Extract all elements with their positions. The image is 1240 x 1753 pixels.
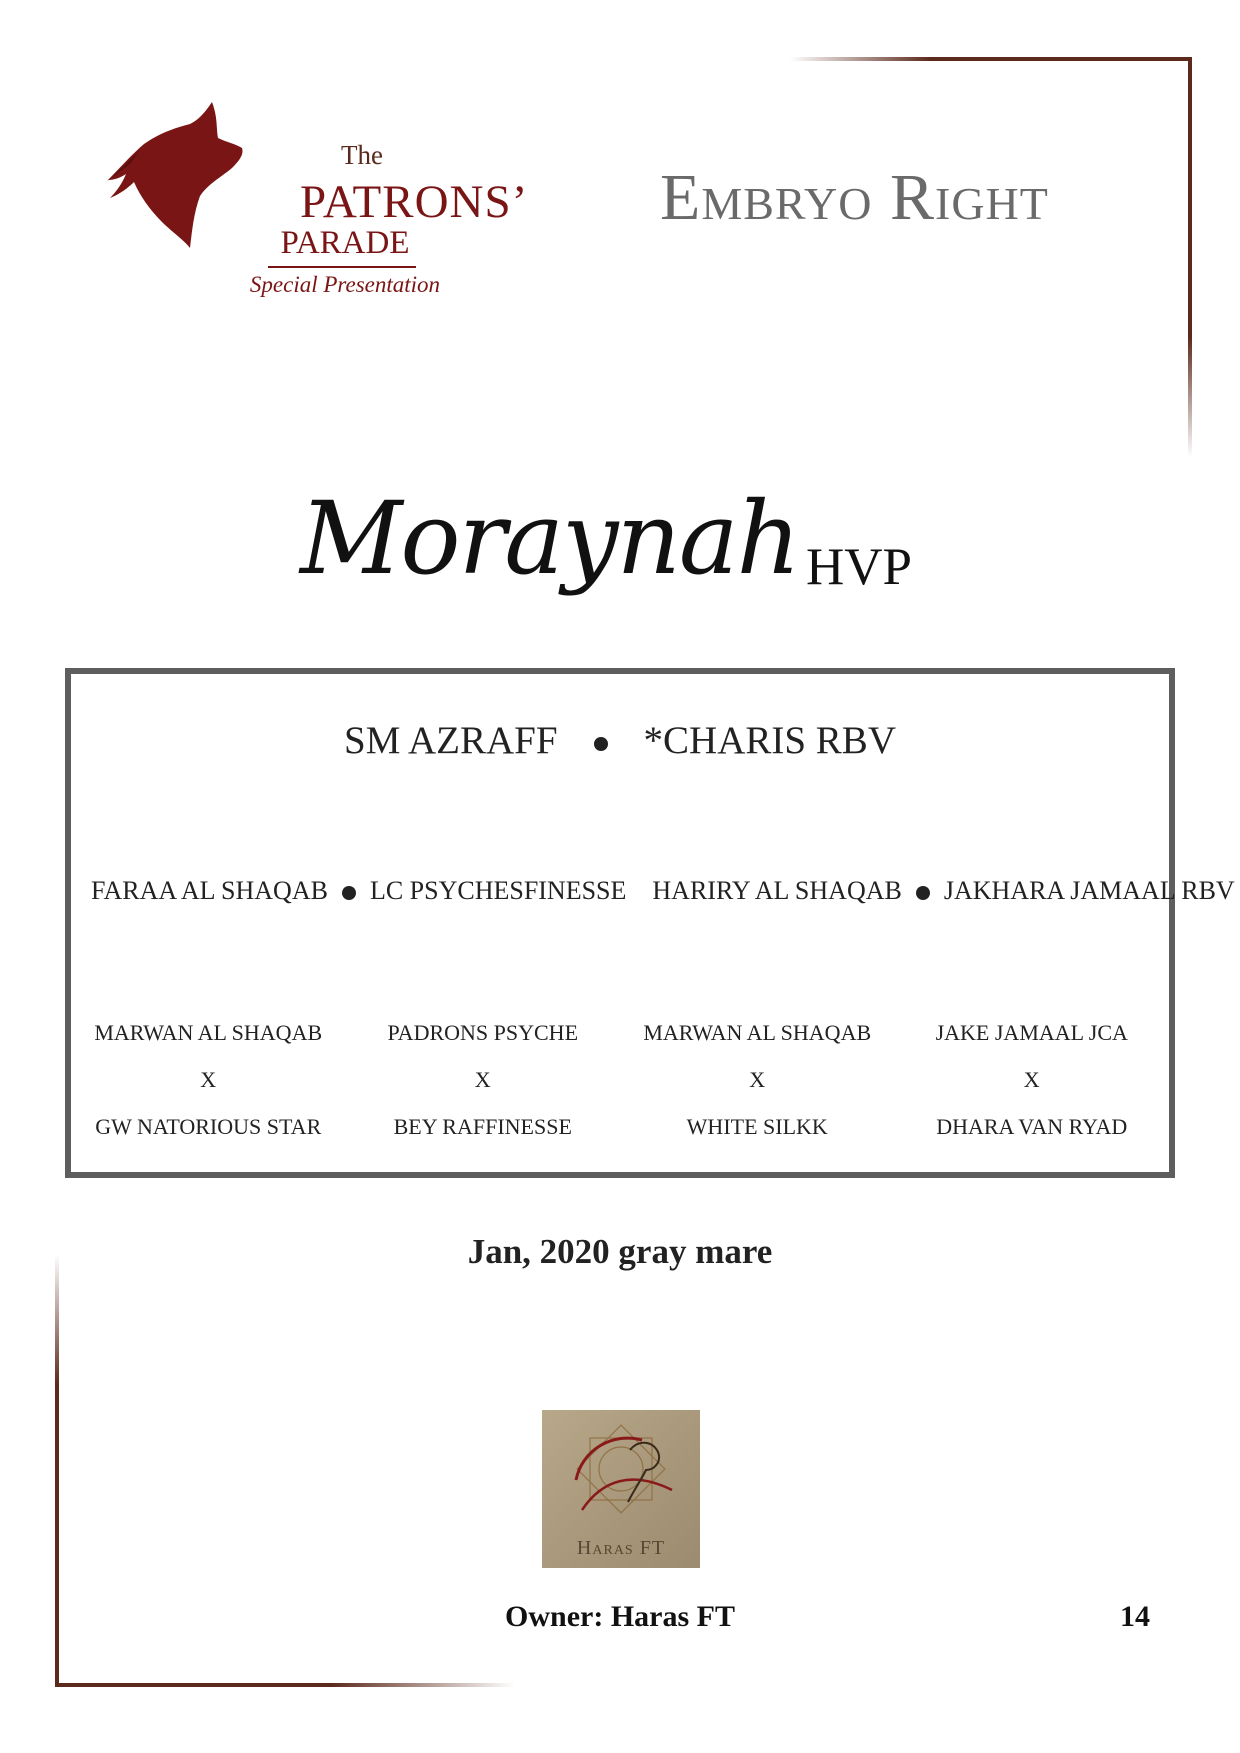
grandparent-name: HARIRY AL SHAQAB xyxy=(652,876,902,905)
cross-column xyxy=(895,1022,1170,1163)
haras-horse-emblem-icon xyxy=(542,1410,700,1540)
cross-x: X xyxy=(474,1067,491,1092)
haras-logo-text: Haras FT xyxy=(576,1537,666,1559)
frame-top-line xyxy=(790,57,1192,61)
cross-top: PADRONS PSYCHE xyxy=(387,1020,579,1045)
cross-x: X xyxy=(1023,1067,1040,1092)
cross-bottom: BEY RAFFINESSE xyxy=(393,1114,572,1139)
grandparent-name: FARAA AL SHAQAB xyxy=(91,876,328,905)
logo-the: The xyxy=(341,140,383,170)
separator-dot xyxy=(916,886,930,900)
pedigree-great-grandparents xyxy=(71,1022,1169,1163)
page-heading: Embryo Right xyxy=(660,161,1049,234)
page-number: 14 xyxy=(1120,1600,1150,1633)
frame-right-line xyxy=(1188,57,1192,457)
pedigree-parents xyxy=(71,718,1169,763)
horse-name xyxy=(300,480,1000,650)
owner-label: Owner: Haras FT xyxy=(505,1600,735,1633)
grandparent-name: JAKHARA JAMAAL RBV xyxy=(943,876,1235,905)
sire-name: SM AZRAFF xyxy=(344,719,558,762)
horse-name-suffix: HVP xyxy=(806,538,913,596)
logo-divider xyxy=(268,266,416,268)
logo-special-presentation: Special Presentation xyxy=(249,272,441,297)
cross-top: MARWAN AL SHAQAB xyxy=(643,1020,872,1045)
frame-bottom-line xyxy=(55,1683,515,1687)
cross-bottom: WHITE SILKK xyxy=(686,1114,828,1139)
grandparent-name: LC PSYCHESFINESSE xyxy=(369,876,627,905)
cross-column xyxy=(71,1022,346,1163)
pedigree-box xyxy=(65,668,1235,1178)
separator-dot xyxy=(594,737,608,751)
patrons-parade-logo xyxy=(100,100,529,310)
cross-column xyxy=(346,1022,621,1163)
separator-dot xyxy=(342,886,356,900)
logo-patrons: PATRONS’ xyxy=(300,176,529,228)
cross-top: JAKE JAMAAL JCA xyxy=(935,1020,1128,1045)
cross-top: MARWAN AL SHAQAB xyxy=(94,1020,323,1045)
haras-ft-logo xyxy=(542,1410,700,1568)
pedigree-grandparents xyxy=(91,876,1235,906)
cross-bottom: GW NATORIOUS STAR xyxy=(95,1114,322,1139)
horse-name-script: Moraynah xyxy=(300,480,799,597)
horse-description: Jan, 2020 gray mare xyxy=(467,1232,773,1271)
dam-name: *CHARIS RBV xyxy=(643,719,896,762)
cross-bottom: DHARA VAN RYAD xyxy=(936,1114,1128,1139)
cross-x: X xyxy=(749,1067,766,1092)
cross-x: X xyxy=(200,1067,217,1092)
logo-parade: PARADE xyxy=(280,225,410,261)
cross-column xyxy=(620,1022,895,1163)
